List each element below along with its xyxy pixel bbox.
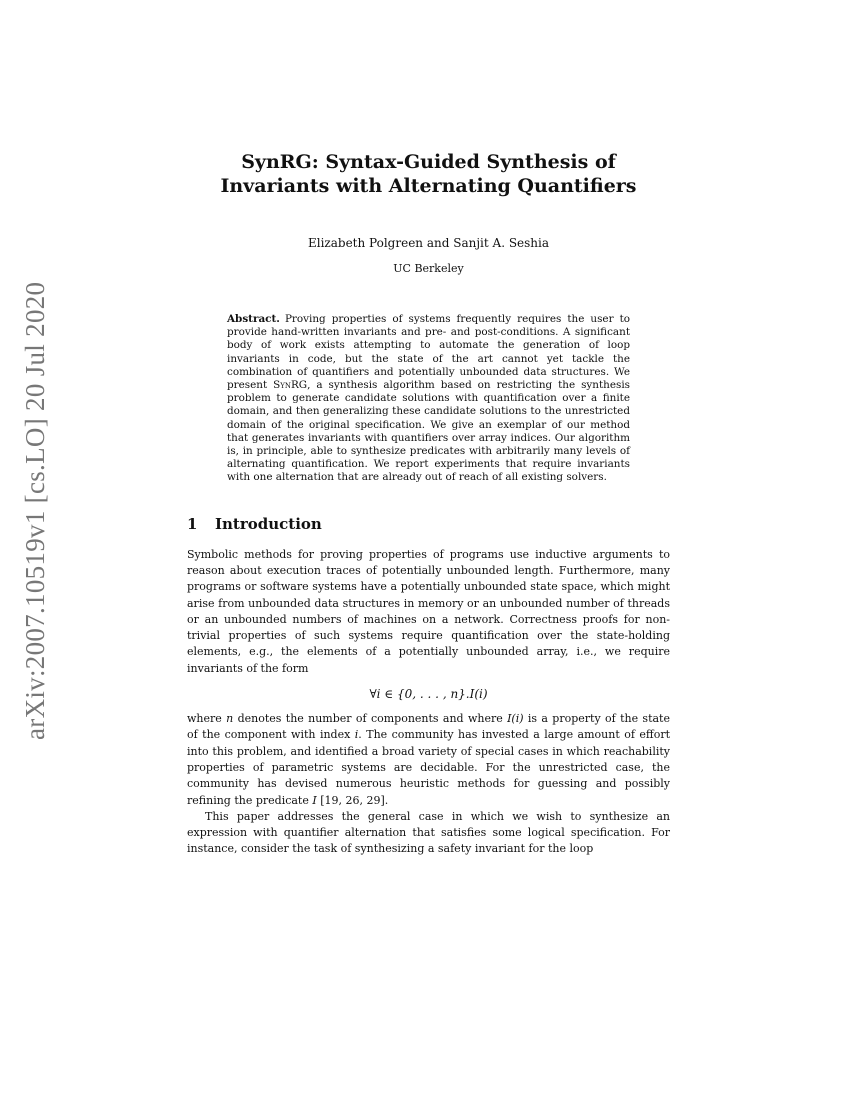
intro-paragraph-2: [187, 711, 670, 809]
abstract-block: [227, 313, 630, 485]
quantified-equation: [187, 687, 670, 701]
section-heading: [187, 515, 670, 533]
title-line-2: Invariants with Alternating Quantifiers: [220, 175, 637, 197]
section-number: 1: [187, 514, 198, 533]
equation-text: ∀i ∈ {0, . . . , n}.I(i): [369, 687, 488, 702]
author-list: Elizabeth Polgreen and Sanjit A. Seshia: [307, 236, 550, 250]
intro-paragraph-3: This paper addresses the general case in which we wish to synthesize an expression with quantifier alternation that satisfies some logical specification. For instance, consider the task of synthesizing a safety invariant for the loop: [187, 809, 670, 856]
var-n: n: [226, 712, 234, 726]
var-i: i: [354, 728, 359, 742]
abstract-text-1: Proving properties of systems frequently requires the user to provide hand-written invariants and pre- and post-conditions. A significant body of work exists attempting to automate the generation of loop invariants in code, but the state of the art cannot yet tackle the combination of quantifiers and potentially unbounded data structures. We present: [227, 313, 630, 392]
paper-title: [187, 150, 670, 198]
section-title: Introduction: [215, 514, 322, 533]
title-line-1: SynRG: Syntax-Guided Synthesis of: [241, 151, 616, 173]
para2-text-a: where: [187, 712, 227, 726]
predicate-I: I: [312, 793, 317, 807]
abstract-label: Abstract.: [227, 313, 280, 325]
para2-text-c: is a property of the state of the component with index: [187, 712, 670, 742]
para2-text-b: denotes the number of components and where: [233, 712, 508, 726]
intro-paragraph-1: Symbolic methods for proving properties of programs use inductive arguments to reason about execution traces of potentially unbounded length. Furthermore, many programs or software systems have a potentially unbounded state space, which might arise from unbounded data structures in memory or an unbounded number of threads or an unbounded numbers of machines on a network. Correctness proofs for non-trivial properties of such systems require quantification over the state-holding elements, e.g., the elements of a potentially unbounded array, i.e., we require invariants of the form: [187, 547, 670, 675]
system-name: SynRG: [273, 379, 308, 392]
abstract-text-2: , a synthesis algorithm based on restricting the synthesis problem to generate candidate solutions with quantification over a finite domain, and then generalizing these candidate solutions to the unrestricted domain of the original specification. We give an exemplar of our method that generates invariants with quantifiers over array indices. Our algorithm is, in principle, able to synthesize predicates with arbitrarily many levels of alternating quantification. We report experiments that require invariants with one alternation that are already out of reach of all existing solvers.: [227, 379, 630, 484]
predicate-I-of-i: I(i): [507, 712, 524, 726]
affiliation: UC Berkeley: [393, 262, 464, 275]
para2-text-d: . The community has invested a large amount of effort into this problem, and identified a broad variety of special cases in which reachability properties of parametric systems are decidable. For the unrestricted case, the community has devised numerous heuristic methods for guessing and possibly refining the predicate: [187, 728, 670, 807]
citation-refs: [19, 26, 29].: [316, 793, 389, 807]
arxiv-identifier: arXiv:2007.10519v1 [cs.LO] 20 Jul 2020: [20, 281, 50, 740]
paper-page: [187, 150, 670, 858]
